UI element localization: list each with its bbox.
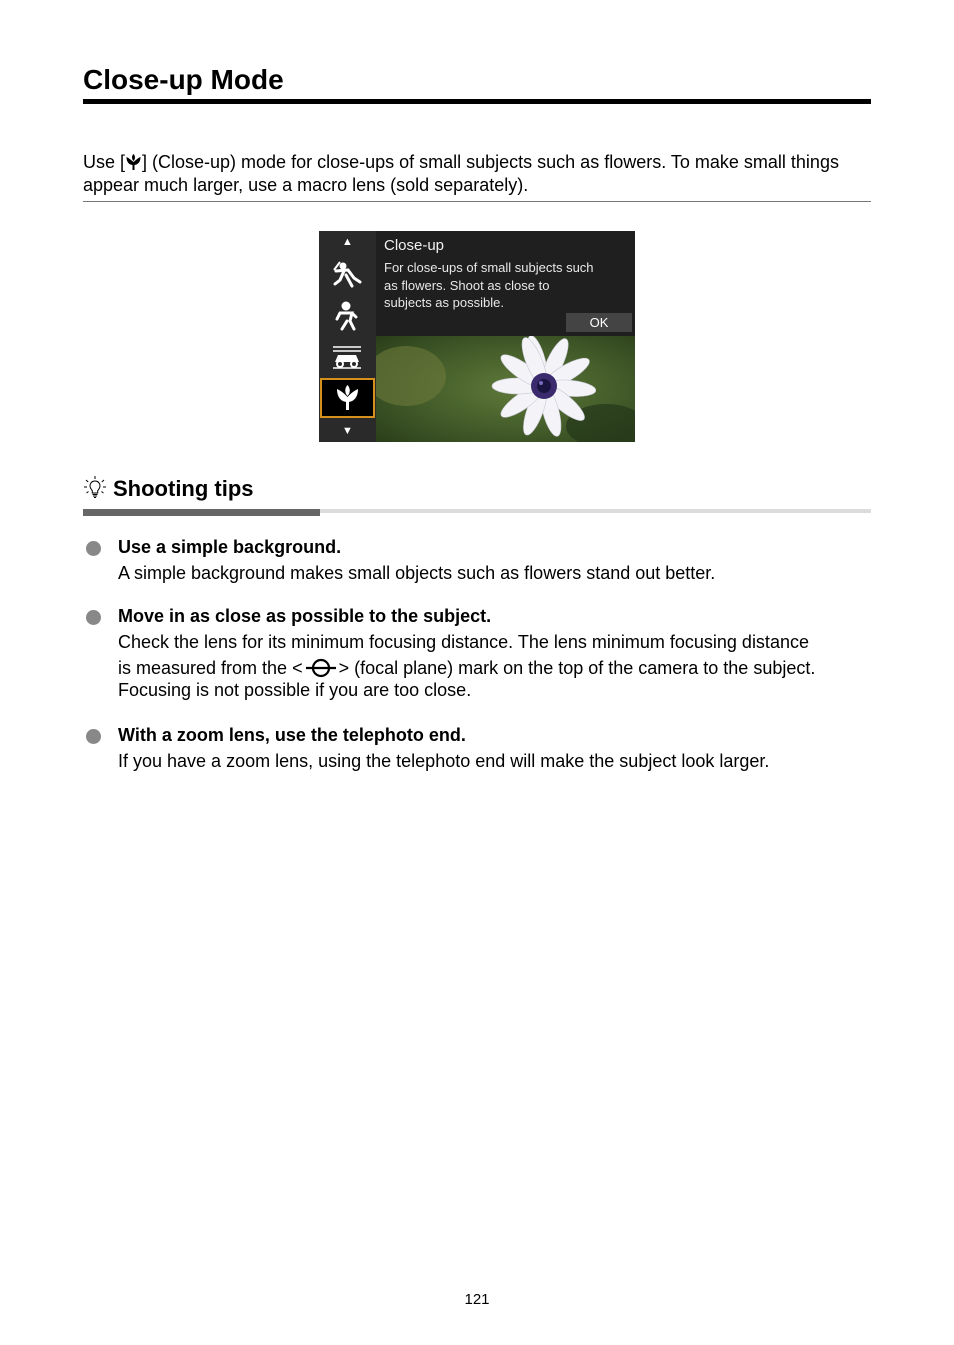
scroll-down-icon[interactable]: ▼ bbox=[342, 425, 353, 437]
tip-body: If you have a zoom lens, using the telephoto end will make the subject look larger. bbox=[118, 751, 770, 771]
flower-photo bbox=[376, 336, 635, 442]
tip-body bbox=[118, 630, 873, 703]
intro-text-end: ] (Close-up) mode for close-ups of small subjects such as flowers. To make small things appear much larger, use a macro lens (sold separately). bbox=[83, 152, 839, 195]
panning-icon[interactable] bbox=[330, 339, 364, 373]
sports-icon[interactable] bbox=[330, 258, 364, 292]
tip-heading: Use a simple background. bbox=[118, 537, 342, 557]
bullet-icon bbox=[86, 729, 101, 744]
tip-body-line: Focusing is not possible if you are too close. bbox=[118, 680, 472, 700]
mode-info-title: Close-up bbox=[384, 237, 445, 254]
mode-info-panel bbox=[376, 231, 635, 336]
intro-paragraph bbox=[83, 151, 873, 197]
kids-icon[interactable] bbox=[330, 299, 364, 333]
focal-plane-mark-icon bbox=[303, 658, 339, 678]
tip-body-text: > (focal plane) mark on the top of the camera to the subject. bbox=[338, 658, 816, 678]
mode-info-description: For close-ups of small subjects such as flowers. Shoot as close to subjects as possible. bbox=[384, 260, 594, 310]
tip-body-line: Check the lens for its minimum focusing distance. The lens minimum focusing distance bbox=[118, 632, 809, 652]
close-up-mode-icon bbox=[125, 153, 142, 171]
close-up-icon[interactable] bbox=[320, 378, 375, 418]
tip-heading: With a zoom lens, use the telephoto end. bbox=[118, 725, 466, 745]
shooting-tips-title: Shooting tips bbox=[113, 476, 254, 501]
ok-button[interactable]: OK bbox=[566, 313, 632, 332]
bullet-icon bbox=[86, 541, 101, 556]
tip-body: A simple background makes small objects such as flowers stand out better. bbox=[118, 563, 716, 583]
title-rule bbox=[83, 99, 871, 104]
intro-text-start: Use [ bbox=[83, 152, 126, 172]
intro-rule bbox=[83, 201, 871, 202]
lightbulb-icon bbox=[83, 475, 107, 499]
page-number: 121 bbox=[464, 1291, 490, 1308]
scroll-up-icon[interactable]: ▲ bbox=[342, 236, 353, 248]
mode-selector bbox=[319, 231, 376, 442]
tip-heading: Move in as close as possible to the subject. bbox=[118, 606, 492, 626]
bullet-icon bbox=[86, 610, 101, 625]
tip-body-text: is measured from the < bbox=[118, 658, 303, 678]
camera-screen-image bbox=[319, 231, 635, 442]
page-title: Close-up Mode bbox=[83, 64, 284, 95]
tips-rule-accent bbox=[83, 509, 320, 516]
